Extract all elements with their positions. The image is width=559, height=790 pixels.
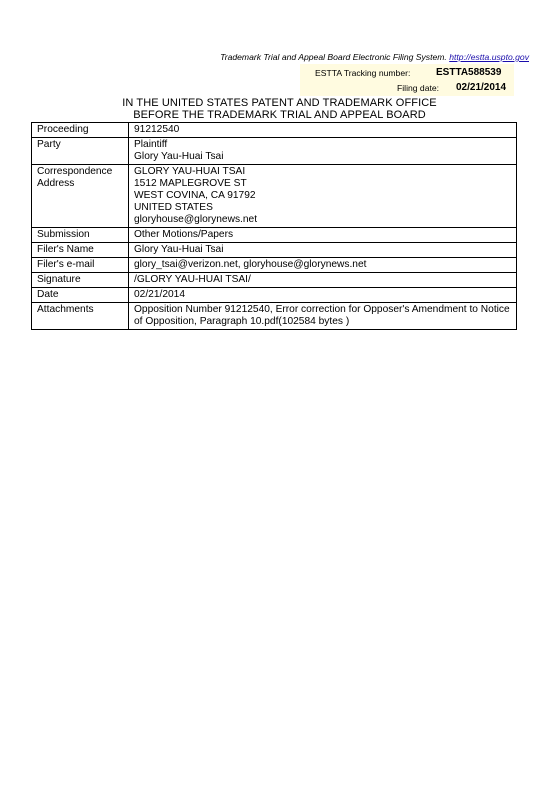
tracking-number: ESTTA588539 bbox=[436, 67, 502, 78]
table-row bbox=[32, 165, 517, 228]
row-label: Filer's Name bbox=[32, 243, 129, 258]
value-line: gloryhouse@glorynews.net bbox=[134, 214, 258, 225]
row-value bbox=[129, 228, 517, 243]
value-line: UNITED STATES bbox=[134, 202, 213, 213]
row-value bbox=[129, 138, 517, 165]
table-row bbox=[32, 123, 517, 138]
row-value bbox=[129, 123, 517, 138]
row-label: Submission bbox=[32, 228, 129, 243]
table-row bbox=[32, 273, 517, 288]
row-label: Party bbox=[32, 138, 129, 165]
value-line: Opposition Number 91212540, Error correction for Opposer's Amendment to Notice of Opposition, Paragraph 10.pdf(102584 bytes ) bbox=[134, 304, 510, 327]
row-value bbox=[129, 165, 517, 228]
title-line-2: BEFORE THE TRADEMARK TRIAL AND APPEAL BOARD bbox=[133, 109, 426, 121]
value-line: Other Motions/Papers bbox=[134, 229, 234, 240]
tracking-label: ESTTA Tracking number: bbox=[315, 68, 411, 78]
row-value bbox=[129, 303, 517, 330]
value-line: 02/21/2014 bbox=[134, 289, 185, 300]
table-row bbox=[32, 138, 517, 165]
table-row bbox=[32, 303, 517, 330]
value-line: WEST COVINA, CA 91792 bbox=[134, 190, 256, 201]
row-value bbox=[129, 288, 517, 303]
title-line-1: IN THE UNITED STATES PATENT AND TRADEMARK OFFICE bbox=[122, 97, 437, 109]
estta-system-text: Trademark Trial and Appeal Board Electronic Filing System. bbox=[220, 52, 447, 62]
filing-date-value: 02/21/2014 bbox=[456, 82, 507, 93]
filing-date-label: Filing date: bbox=[397, 83, 440, 93]
row-label: Correspondence Address bbox=[32, 165, 129, 228]
row-label: Signature bbox=[32, 273, 129, 288]
value-line: glory_tsai@verizon.net, gloryhouse@glorynews.net bbox=[134, 259, 367, 270]
table-row bbox=[32, 243, 517, 258]
estta-link[interactable]: http://estta.uspto.gov bbox=[449, 52, 529, 62]
row-label: Date bbox=[32, 288, 129, 303]
estta-system-line bbox=[220, 52, 529, 62]
row-value bbox=[129, 273, 517, 288]
value-line: Glory Yau-Huai Tsai bbox=[134, 244, 224, 255]
value-line: Glory Yau-Huai Tsai bbox=[134, 151, 224, 162]
row-value bbox=[129, 258, 517, 273]
value-line: /GLORY YAU-HUAI TSAI/ bbox=[134, 274, 251, 285]
row-label: Filer's e-mail bbox=[32, 258, 129, 273]
value-line: GLORY YAU-HUAI TSAI bbox=[134, 166, 246, 177]
value-line: 91212540 bbox=[134, 124, 180, 135]
row-value bbox=[129, 243, 517, 258]
value-line: Plaintiff bbox=[134, 139, 168, 150]
value-line: 1512 MAPLEGROVE ST bbox=[134, 178, 247, 189]
table-row bbox=[32, 228, 517, 243]
row-label: Attachments bbox=[32, 303, 129, 330]
row-label: Proceeding bbox=[32, 123, 129, 138]
table-row bbox=[32, 258, 517, 273]
table-row bbox=[32, 288, 517, 303]
filing-info-table bbox=[31, 122, 517, 330]
